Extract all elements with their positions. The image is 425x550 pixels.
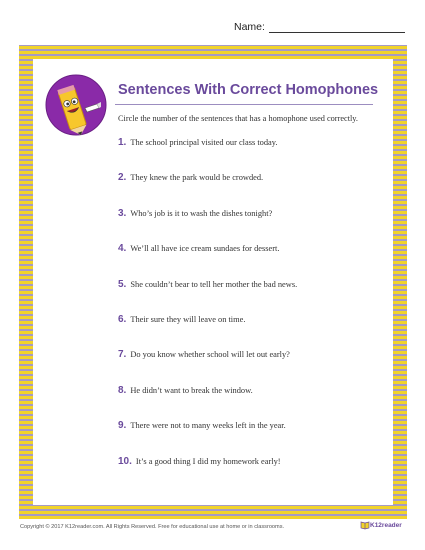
item-text: It’s a good thing I did my homework early! bbox=[135, 456, 281, 466]
item-number[interactable]: 4. bbox=[118, 243, 127, 255]
book-icon bbox=[360, 520, 370, 530]
list-item bbox=[118, 457, 297, 492]
name-label: Name: bbox=[234, 21, 265, 33]
item-number[interactable]: 6. bbox=[118, 313, 127, 325]
list-item bbox=[118, 244, 297, 279]
title-divider bbox=[115, 104, 373, 105]
item-number[interactable]: 7. bbox=[118, 349, 127, 361]
item-text: He didn’t want to break the window. bbox=[130, 385, 253, 395]
item-text: Who’s job is it to wash the dishes tonight? bbox=[130, 208, 273, 218]
item-text: There were not to many weeks left in the year. bbox=[130, 421, 286, 431]
list-item bbox=[118, 209, 297, 244]
sentence-list bbox=[118, 138, 297, 492]
name-field bbox=[234, 21, 405, 33]
brand-name: K12reader bbox=[370, 521, 402, 529]
list-item bbox=[118, 138, 297, 173]
list-item bbox=[118, 350, 297, 385]
item-number[interactable]: 1. bbox=[118, 137, 127, 148]
instructions-text: Circle the number of the sentences that has a homophone used correctly. bbox=[118, 114, 358, 123]
brand-logo bbox=[360, 520, 402, 530]
list-item bbox=[118, 280, 297, 315]
list-item bbox=[118, 386, 297, 421]
item-number[interactable]: 2. bbox=[118, 172, 127, 184]
item-number[interactable]: 3. bbox=[118, 207, 127, 219]
item-text: She couldn’t bear to tell her mother the bad news. bbox=[130, 279, 298, 289]
item-text: Do you know whether school will let out early? bbox=[130, 350, 290, 360]
item-number[interactable]: 5. bbox=[118, 278, 127, 290]
list-item bbox=[118, 173, 297, 208]
item-number[interactable]: 8. bbox=[118, 384, 127, 396]
item-text: Their sure they will leave on time. bbox=[130, 314, 246, 324]
copyright-footer: Copyright © 2017 K12reader.com. All Rights Reserved. Free for educational use at home or in classrooms. bbox=[20, 524, 285, 530]
list-item bbox=[118, 421, 297, 456]
item-number[interactable]: 9. bbox=[118, 420, 127, 432]
item-text: They knew the park would be crowded. bbox=[130, 173, 264, 183]
page-title: Sentences With Correct Homophones bbox=[118, 82, 379, 98]
item-text: The school principal visited our class today. bbox=[130, 138, 278, 147]
item-text: We’ll all have ice cream sundaes for dessert. bbox=[130, 244, 280, 254]
item-number[interactable]: 10. bbox=[118, 455, 132, 467]
name-line[interactable] bbox=[269, 22, 405, 33]
pencil-mascot-icon bbox=[45, 74, 107, 136]
list-item bbox=[118, 315, 297, 350]
